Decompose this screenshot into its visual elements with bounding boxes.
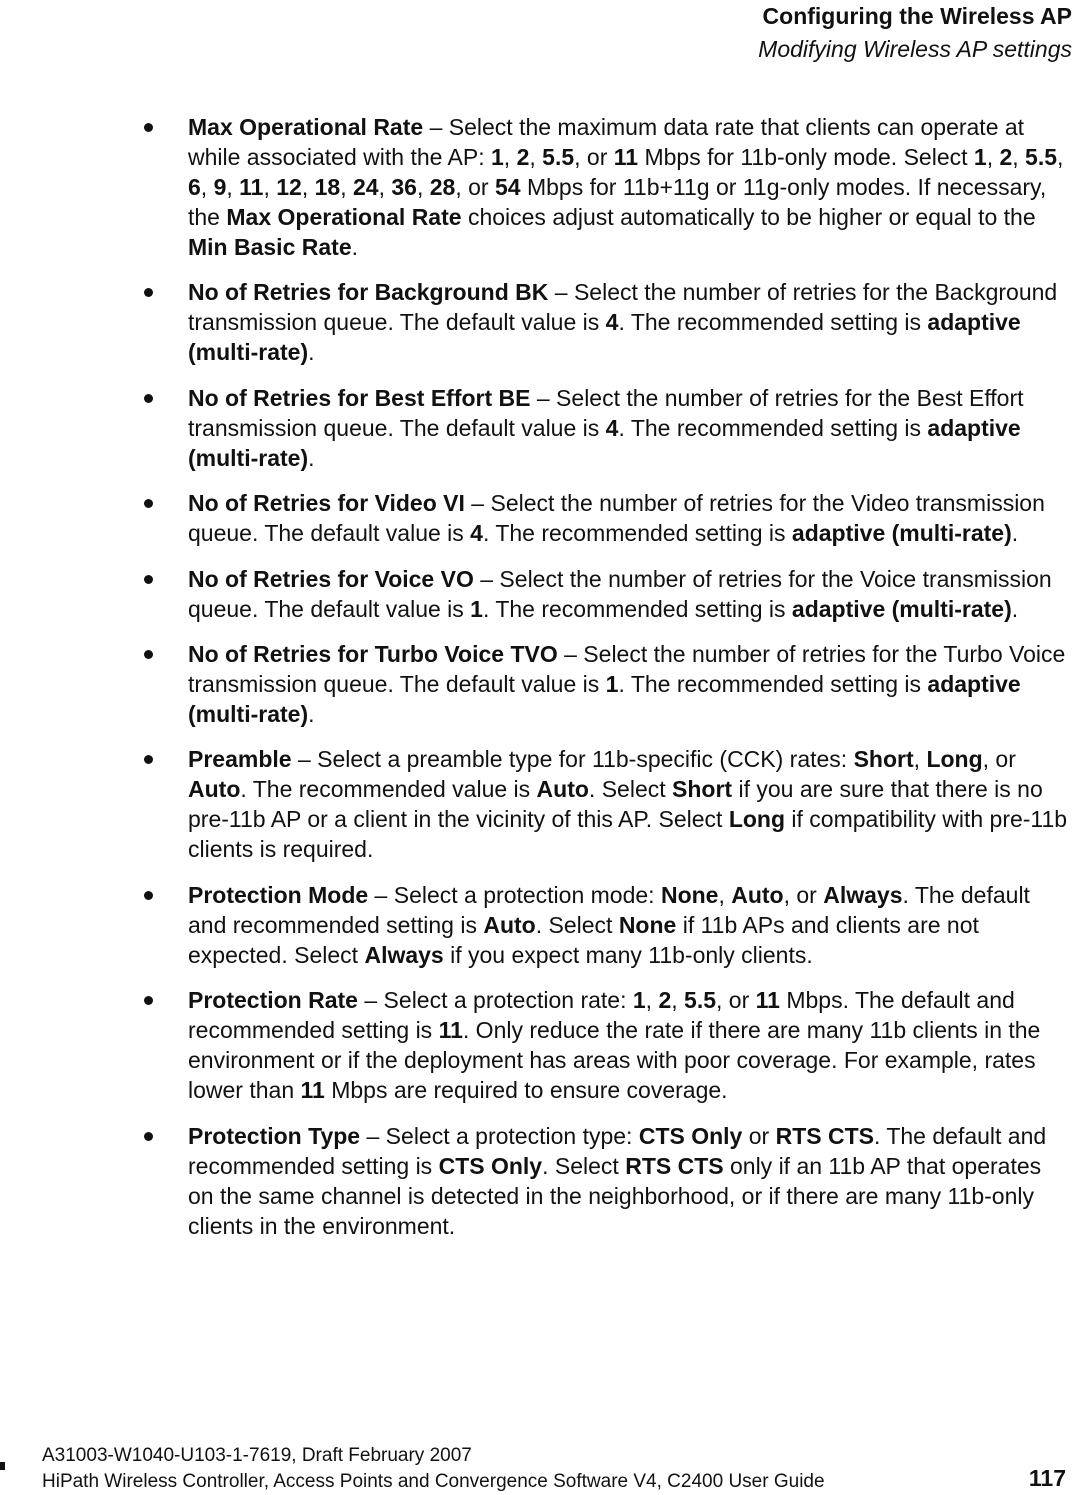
bold-term: No of Retries for Video VI bbox=[188, 490, 465, 517]
bold-term: RTS CTS bbox=[625, 1152, 724, 1179]
bold-term: 28 bbox=[429, 174, 456, 200]
bold-term: No of Retries for Voice VO bbox=[188, 565, 474, 592]
bold-term: 11 bbox=[755, 987, 780, 1014]
bold-term: Max Operational Rate bbox=[226, 204, 462, 230]
bold-term: Auto bbox=[731, 881, 784, 908]
bold-term: 2 bbox=[999, 144, 1013, 170]
bold-term: Preamble bbox=[188, 746, 292, 773]
bold-term: Max Operational Rate bbox=[188, 114, 424, 140]
text-run: Mbps. The default and recommended setting is bbox=[188, 987, 1015, 1044]
item-text bbox=[188, 564, 1072, 624]
item-text bbox=[188, 112, 1072, 262]
text-run: , bbox=[913, 746, 927, 773]
text-run: . Select bbox=[542, 1152, 626, 1179]
footer-doc-title: HiPath Wireless Controller, Access Points and Convergence Software V4, C2400 User Guide bbox=[42, 1471, 825, 1492]
text-run: , or bbox=[783, 881, 824, 908]
text-run: . bbox=[351, 234, 358, 260]
text-run: . bbox=[1011, 520, 1019, 547]
text-run: . The recommended setting is bbox=[482, 595, 792, 622]
bold-term: adaptive (multi-rate) bbox=[188, 414, 1021, 471]
list-item bbox=[144, 639, 1072, 729]
text-run: , bbox=[671, 987, 685, 1014]
bullet-icon bbox=[144, 996, 153, 1005]
text-run: if 11b APs and clients are not expected. Select bbox=[188, 911, 979, 968]
item-text bbox=[188, 277, 1072, 367]
bullet-icon bbox=[144, 575, 153, 584]
text-run: . The recommended setting is bbox=[618, 670, 928, 697]
page-header bbox=[758, 0, 1072, 66]
bold-term: 1 bbox=[973, 144, 987, 170]
bold-term: adaptive (multi-rate) bbox=[188, 309, 1021, 366]
text-run: Mbps for 11b-only mode. Select bbox=[638, 144, 974, 170]
text-run: only if an 11b AP that operates on the same channel is detected in the neighborhood, or if there are many 11b-only clients in the environment. bbox=[188, 1152, 1042, 1239]
text-run: – Select the number of retries for the Video transmission queue. The default value is bbox=[188, 490, 1045, 547]
text-run: – Select a protection type: bbox=[360, 1122, 639, 1149]
bold-term: Min Basic Rate bbox=[188, 234, 352, 260]
chapter-title: Configuring the Wireless AP bbox=[762, 3, 1072, 29]
bullet-icon bbox=[144, 650, 153, 659]
body-content bbox=[144, 112, 1072, 1256]
text-run: , bbox=[200, 174, 214, 200]
bold-term: 1 bbox=[491, 144, 504, 170]
text-run: , bbox=[718, 881, 732, 908]
bold-term: 5.5 bbox=[542, 144, 575, 170]
text-run: – Select the number of retries for the Best Effort transmission queue. The default value is bbox=[188, 384, 1024, 441]
bold-term: Protection Type bbox=[188, 1122, 361, 1149]
text-run: . The recommended setting is bbox=[618, 309, 928, 336]
bold-term: 4 bbox=[605, 309, 619, 336]
bold-term: None bbox=[618, 911, 677, 938]
bold-term: Protection Mode bbox=[188, 881, 369, 908]
bold-term: 1 bbox=[632, 987, 646, 1014]
bold-term: 11 bbox=[239, 174, 264, 200]
text-run: – Select the number of retries for the Voice transmission queue. The default value is bbox=[188, 565, 1052, 622]
bold-term: 1 bbox=[470, 595, 483, 622]
bullet-icon bbox=[144, 1132, 153, 1141]
bold-term: CTS Only bbox=[438, 1152, 543, 1179]
bold-term: 4 bbox=[470, 520, 483, 547]
text-run: , bbox=[263, 174, 277, 200]
text-run: choices adjust automatically to be higher or equal to the bbox=[461, 204, 1036, 230]
bold-term: No of Retries for Background BK bbox=[188, 279, 549, 306]
list-item bbox=[144, 1121, 1072, 1241]
text-run: . The recommended value is bbox=[240, 776, 537, 803]
bold-term: 24 bbox=[353, 174, 379, 200]
text-run: . The recommended setting is bbox=[618, 414, 928, 441]
list-item bbox=[144, 564, 1072, 624]
bold-term: Auto bbox=[483, 911, 536, 938]
text-run: if you are sure that there is no pre-11b AP or a client in the vicinity of this AP. Select bbox=[188, 776, 1043, 833]
text-run: . The recommended setting is bbox=[482, 520, 792, 547]
bold-term: 4 bbox=[605, 414, 619, 441]
page-number: 117 bbox=[1028, 1465, 1066, 1491]
bold-term: adaptive (multi-rate) bbox=[791, 520, 1012, 547]
bullet-icon bbox=[144, 394, 153, 403]
list-item bbox=[144, 488, 1072, 548]
text-run: . bbox=[308, 444, 315, 471]
bold-term: Long bbox=[728, 806, 786, 833]
text-run: , or bbox=[455, 174, 495, 200]
item-text bbox=[188, 880, 1072, 970]
list-item bbox=[144, 880, 1072, 970]
page-footer bbox=[42, 1443, 825, 1495]
text-run: – Select the number of retries for the Background transmission queue. The default value is bbox=[188, 279, 1058, 336]
text-run: . Only reduce the rate if there are many 11b clients in the environment or if the deployment has areas with poor coverage. For example, rates lower than bbox=[188, 1017, 1041, 1104]
text-run: . bbox=[1011, 595, 1019, 622]
bold-term: 12 bbox=[276, 174, 302, 200]
text-run: . The default and recommended setting is bbox=[188, 881, 1030, 938]
text-run: , or bbox=[982, 746, 1016, 773]
bold-term: Auto bbox=[536, 776, 589, 803]
bold-term: Always bbox=[364, 941, 444, 968]
section-subtitle: Modifying Wireless AP settings bbox=[758, 36, 1072, 62]
bullet-icon bbox=[144, 123, 153, 132]
text-run: , bbox=[645, 987, 659, 1014]
bold-term: 6 bbox=[188, 174, 201, 200]
text-run: , bbox=[226, 174, 240, 200]
text-run: – Select the number of retries for the Turbo Voice transmission queue. The default value is bbox=[188, 640, 1066, 697]
item-text bbox=[188, 383, 1072, 473]
text-run: . Select bbox=[588, 776, 673, 803]
list-item bbox=[144, 985, 1072, 1105]
bold-term: adaptive (multi-rate) bbox=[791, 595, 1012, 622]
bold-term: Short bbox=[853, 746, 914, 773]
bold-term: None bbox=[660, 881, 719, 908]
text-run: , bbox=[529, 144, 543, 170]
bold-term: No of Retries for Best Effort BE bbox=[188, 384, 531, 411]
bold-term: 11 bbox=[613, 144, 639, 170]
bullet-icon bbox=[144, 891, 153, 900]
bold-term: 11 bbox=[300, 1077, 325, 1104]
bullet-icon bbox=[144, 499, 153, 508]
list-item bbox=[144, 383, 1072, 473]
text-run: Mbps are required to ensure coverage. bbox=[324, 1077, 728, 1104]
bold-term: 54 bbox=[494, 174, 521, 200]
item-text bbox=[188, 1121, 1072, 1241]
text-run: , bbox=[340, 174, 354, 200]
bold-term: 1 bbox=[605, 670, 619, 697]
text-run: , bbox=[416, 174, 430, 200]
text-run: , bbox=[1057, 144, 1064, 170]
bold-term: No of Retries for Turbo Voice TVO bbox=[188, 640, 558, 667]
list-item bbox=[144, 112, 1072, 262]
text-run: , or bbox=[574, 144, 614, 170]
bold-term: Long bbox=[926, 746, 983, 773]
text-run: – Select the maximum data rate that clients can operate at while associated with the AP: bbox=[188, 114, 1025, 170]
text-run: . bbox=[308, 339, 315, 366]
bold-term: 5.5 bbox=[684, 987, 717, 1014]
text-run: – Select a preamble type for 11b-specific (CCK) rates: bbox=[291, 746, 854, 773]
text-run: . bbox=[308, 700, 315, 727]
text-run: . The default and recommended setting is bbox=[188, 1122, 1047, 1179]
text-run: if compatibility with pre-11b clients is required. bbox=[188, 806, 1068, 863]
bold-term: Protection Rate bbox=[188, 987, 358, 1014]
bold-term: Auto bbox=[188, 776, 241, 803]
bold-term: adaptive (multi-rate) bbox=[188, 670, 1021, 727]
list-item bbox=[144, 277, 1072, 367]
bold-term: RTS CTS bbox=[775, 1122, 874, 1149]
item-text bbox=[188, 985, 1072, 1105]
text-run: Mbps for 11b+11g or 11g-only modes. If necessary, the bbox=[188, 174, 1047, 230]
bold-term: Always bbox=[823, 881, 903, 908]
item-text bbox=[188, 488, 1072, 548]
bold-term: 18 bbox=[314, 174, 341, 200]
text-run: , bbox=[503, 144, 517, 170]
bullet-icon bbox=[144, 755, 153, 764]
settings-bullet-list bbox=[144, 112, 1072, 1241]
bold-term: Short bbox=[672, 776, 733, 803]
corner-mark bbox=[0, 1462, 5, 1470]
text-run: . Select bbox=[535, 911, 619, 938]
item-text bbox=[188, 639, 1072, 729]
text-run: or bbox=[742, 1122, 776, 1149]
list-item bbox=[144, 744, 1072, 864]
text-run: – Select a protection rate: bbox=[357, 987, 633, 1014]
text-run: , or bbox=[716, 987, 756, 1014]
bullet-icon bbox=[144, 288, 153, 297]
item-text bbox=[188, 744, 1072, 864]
bold-term: 36 bbox=[391, 174, 417, 200]
text-run: , bbox=[301, 174, 315, 200]
text-run: , bbox=[986, 144, 1000, 170]
footer-doc-id: A31003-W1040-U103-1-7619, Draft February 2007 bbox=[42, 1445, 472, 1466]
bold-term: CTS Only bbox=[638, 1122, 743, 1149]
bold-term: 5.5 bbox=[1025, 144, 1058, 170]
text-run: – Select a protection mode: bbox=[368, 881, 661, 908]
bold-term: 2 bbox=[516, 144, 530, 170]
text-run: , bbox=[378, 174, 392, 200]
bold-term: 11 bbox=[438, 1017, 463, 1044]
text-run: if you expect many 11b-only clients. bbox=[443, 941, 813, 968]
bold-term: 9 bbox=[213, 174, 227, 200]
bold-term: 2 bbox=[658, 987, 672, 1014]
text-run: , bbox=[1012, 144, 1026, 170]
